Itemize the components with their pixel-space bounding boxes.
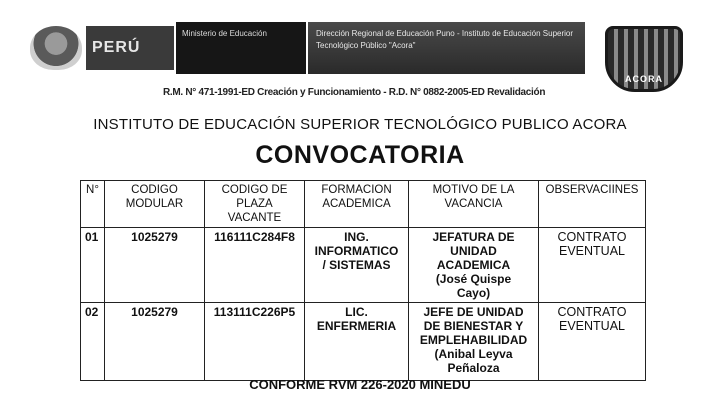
row-formacion: ING. INFORMATICO / SISTEMAS [305,228,409,303]
row-codigo-modular: 1025279 [105,228,205,303]
regional-direction-label: Dirección Regional de Educación Puno - Instituto de Educación Superior Tecnológico Público "Acora" [308,22,585,74]
peru-coat-of-arms-icon [30,26,82,70]
table-header-row [81,181,646,228]
row-num: 01 [81,228,105,303]
emblem-label: ACORA [625,74,663,84]
table-row [81,228,646,303]
document-title: CONVOCATORIA [255,141,465,169]
footer-note: CONFORME RVM 226-2020 MINEDU [249,377,471,392]
header-formacion: FORMACION ACADEMICA [305,181,409,228]
institute-name: INSTITUTO DE EDUCACIÓN SUPERIOR TECNOLÓGICO PUBLICO ACORA [93,116,627,133]
row-num: 02 [81,303,105,381]
row-observaciones: CONTRATO EVENTUAL [539,303,646,381]
header-codigo-plaza: CODIGO DE PLAZA VACANTE [205,181,305,228]
header-num: N° [81,181,105,228]
ministry-label: Ministerio de Educación [176,22,306,74]
row-motivo: JEFE DE UNIDAD DE BIENESTAR Y EMPLEHABILIDAD (Anibal Leyva Peñaloza [409,303,539,381]
header-codigo-modular: CODIGO MODULAR [105,181,205,228]
header-observaciones: OBSERVACIINES [539,181,646,228]
row-codigo-plaza: 113111C226P5 [205,303,305,381]
row-codigo-plaza: 116111C284F8 [205,228,305,303]
header-banner [30,22,585,76]
row-observaciones: CONTRATO EVENTUAL [539,228,646,303]
row-formacion: LIC. ENFERMERIA [305,303,409,381]
row-motivo: JEFATURA DE UNIDAD ACADEMICA (José Quispe Cayo) [409,228,539,303]
table-row [81,303,646,381]
row-codigo-modular: 1025279 [105,303,205,381]
peru-label: PERÚ [86,26,174,70]
resolution-line: R.M. N° 471-1991-ED Creación y Funcionamiento - R.D. N° 0882-2005-ED Revalidación [163,87,546,98]
vacancy-table [80,180,646,381]
header-motivo: MOTIVO DE LA VACANCIA [409,181,539,228]
